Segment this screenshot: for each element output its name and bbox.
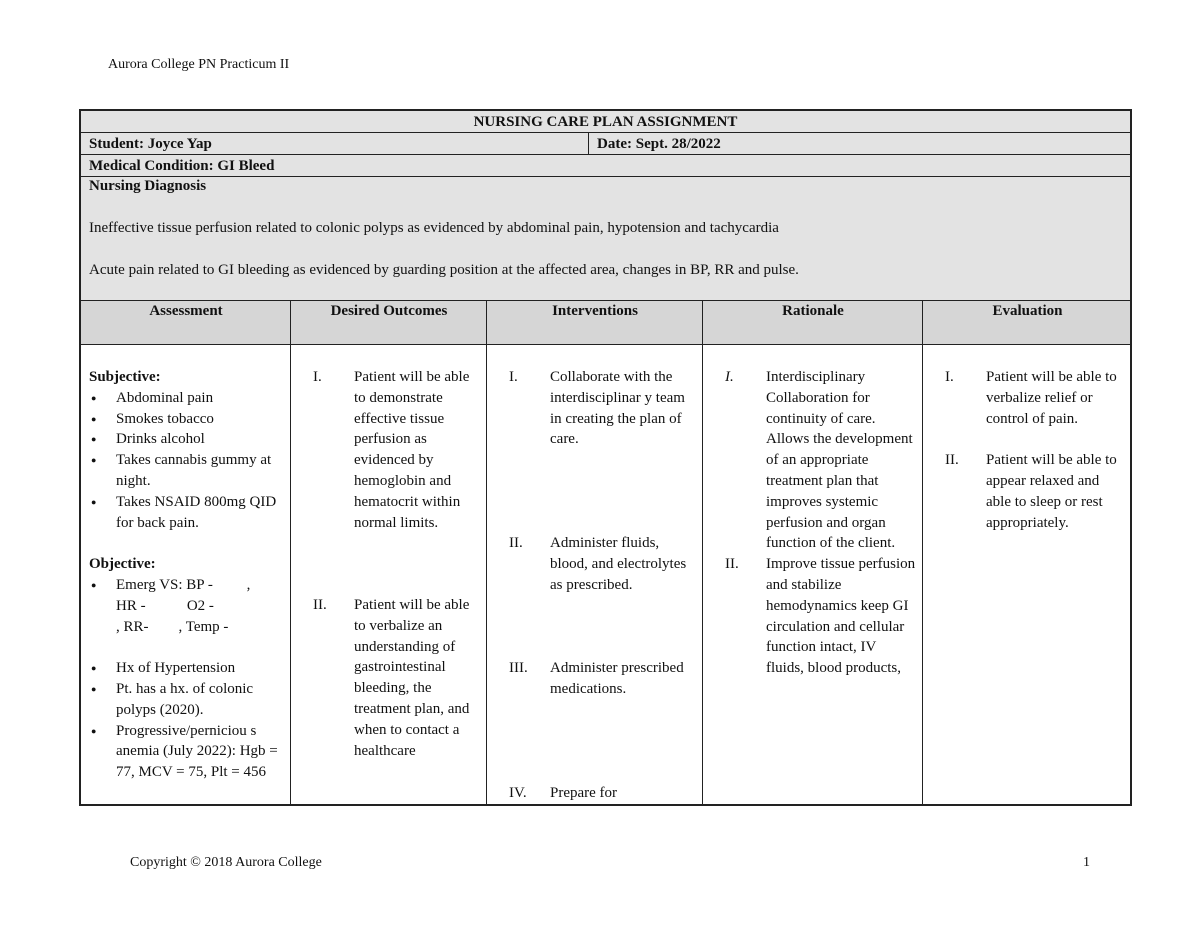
intervention-text: Collaborate with the interdisciplinar y team in creating the plan of care. [550, 369, 685, 448]
student-date-divider [588, 133, 589, 154]
subjective-heading: Subjective: [89, 369, 161, 385]
evaluation-item [923, 367, 1126, 429]
rationale-cell [703, 345, 917, 804]
intervention-item [487, 658, 697, 783]
plan-title: NURSING CARE PLAN ASSIGNMENT [81, 111, 1130, 133]
intervention-number: IV. [509, 785, 527, 801]
assessment-cell [89, 345, 285, 804]
vs-line: HR - O2 - [116, 597, 214, 614]
footer-copyright: Copyright © 2018 Aurora College [130, 855, 322, 870]
evaluation-cell [923, 345, 1126, 804]
outcome-item [291, 367, 477, 595]
intervention-text: Administer prescribed medications. [550, 660, 684, 697]
plan-date: Date: Sept. 28/2022 [597, 136, 721, 152]
diagnosis-statement-1: Ineffective tissue perfusion related to colonic polyps as evidenced by abdominal pain, hypotension and tachycardia [89, 220, 779, 236]
evaluation-text: Patient will be able to appear relaxed and able to sleep or rest appropriately. [986, 452, 1117, 531]
vs-line: ● Emerg VS: BP - , [116, 576, 251, 593]
list-item: ● Abdominal pain [89, 388, 285, 409]
rationale-text: Interdisciplinary Collaboration for continuity of care. Allows the development of an appropriate treatment plan that improves systemic perfusion and organ function of the client. [766, 369, 913, 552]
outcome-number: II. [313, 597, 327, 613]
intervention-item [487, 533, 697, 658]
vital-signs-item [89, 575, 285, 637]
page-header: Aurora College PN Practicum II [108, 57, 290, 72]
outcomes-cell [291, 345, 477, 804]
intervention-text: Administer fluids, blood, and electrolytes as prescribed. [550, 535, 687, 593]
diagnosis-statement-2: Acute pain related to GI bleeding as evidenced by guarding position at the affected area, changes in BP, RR and pulse. [89, 262, 799, 278]
outcome-text: Patient will be able to verbalize an understanding of gastrointestinal bleeding, the treatment plan, and when to contact a healthcare [354, 597, 470, 759]
header-rationale: Rationale [782, 303, 844, 319]
intervention-text: Prepare for [550, 785, 618, 801]
evaluation-item [923, 450, 1126, 533]
page-number: 1 [1083, 855, 1090, 870]
outcome-number: I. [313, 369, 322, 385]
interventions-cell [487, 345, 697, 804]
header-interventions: Interventions [552, 303, 638, 319]
student-row [81, 133, 1130, 155]
list-item: ● Smokes tobacco [89, 409, 285, 430]
intervention-number: III. [509, 660, 528, 676]
rationale-number: I. [725, 369, 734, 385]
rationale-number: II. [725, 556, 739, 573]
nursing-diagnosis [81, 177, 1130, 301]
list-item: ● Takes NSAID 800mg QID for back pain. [89, 492, 285, 534]
list-item: ● Takes cannabis gummy at night. [89, 450, 285, 492]
outcome-text: Patient will be able to demonstrate effective tissue perfusion as evidenced by hemoglobin and hematocrit within normal limits. [354, 369, 470, 531]
vs-line: , RR- , Temp - [116, 618, 229, 635]
header-desired-outcomes: Desired Outcomes [330, 303, 448, 319]
intervention-number: II. [509, 535, 523, 551]
rationale-item [703, 554, 917, 679]
list-item: ● Pt. has a hx. of colonic polyps (2020). [89, 679, 285, 721]
evaluation-text: Patient will be able to verbalize relief or control of pain. [986, 369, 1117, 427]
student-name: Student: Joyce Yap [89, 136, 212, 152]
medical-condition: Medical Condition: GI Bleed [81, 155, 1130, 177]
objective-heading: Objective: [89, 556, 156, 573]
header-assessment: Assessment [149, 303, 223, 319]
diagnosis-heading: Nursing Diagnosis [89, 178, 207, 194]
list-item: ● Hx of Hypertension [89, 658, 285, 679]
care-plan-table [79, 109, 1132, 806]
intervention-item [487, 783, 697, 804]
header-evaluation: Evaluation [992, 303, 1063, 319]
intervention-item [487, 367, 697, 533]
plan-body [81, 345, 1130, 804]
list-item: ● Progressive/perniciou s anemia (July 2022): Hgb = 77, MCV = 75, Plt = 456 [89, 721, 285, 783]
rationale-item [703, 367, 917, 554]
evaluation-number: I. [945, 369, 954, 385]
outcome-item [291, 595, 477, 761]
rationale-text: Improve tissue perfusion and stabilize hemodynamics keep GI circulation and cellular function intact, IV fluids, blood products, [766, 556, 916, 677]
intervention-number: I. [509, 369, 518, 385]
list-item: ● Drinks alcohol [89, 429, 285, 450]
evaluation-number: II. [945, 452, 959, 469]
column-headers [81, 301, 1130, 345]
